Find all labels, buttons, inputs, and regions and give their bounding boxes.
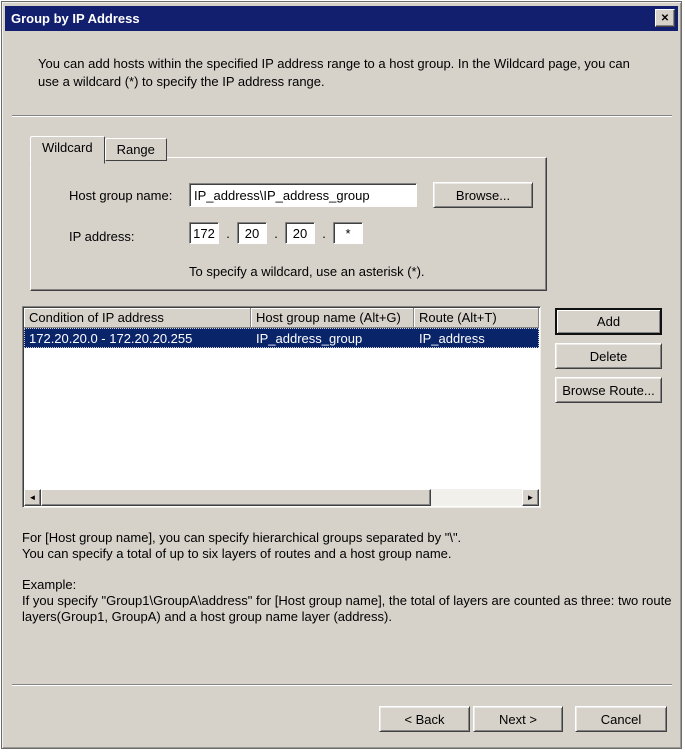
column-header-condition[interactable]: Condition of IP address [24,308,251,328]
dialog-description: You can add hosts within the specified IP address range to a host group. In the Wildcard page, you can use a wildcard (*) to specify the IP address range. [38,56,630,89]
back-button[interactable]: < Back [379,706,470,732]
column-header-route[interactable]: Route (Alt+T) [414,308,539,328]
ip-dot-separator: . [274,225,278,241]
wildcard-note: To specify a wildcard, use an asterisk (*). [189,264,425,279]
tab-wildcard[interactable]: Wildcard [30,136,105,164]
ip-dot-separator: . [322,225,326,241]
wildcard-tab-panel [30,157,547,291]
ip-condition-list [22,306,541,508]
scrollbar-thumb[interactable] [41,489,431,506]
scroll-right-icon[interactable]: ► [522,489,539,506]
ip-address-label: IP address: [69,229,135,244]
add-button[interactable]: Add [555,308,662,335]
browse-route-button[interactable]: Browse Route... [555,377,662,403]
scroll-left-icon[interactable]: ◄ [24,489,41,506]
close-icon[interactable]: ✕ [655,9,675,27]
cell-condition: 172.20.20.0 - 172.20.20.255 [29,331,193,346]
cell-host-group: IP_address_group [256,331,363,346]
header-separator [12,115,672,117]
example-label: Example: [22,577,77,592]
help-text [22,530,672,562]
ip-octet-2-input[interactable] [237,222,267,244]
tab-range[interactable]: Range [105,138,167,161]
ip-octet-1-input[interactable] [189,222,219,244]
browse-button[interactable]: Browse... [433,182,533,208]
host-group-name-label: Host group name: [69,188,173,203]
next-button[interactable]: Next > [473,706,563,732]
tab-strip [30,135,167,161]
cancel-button[interactable]: Cancel [575,706,667,732]
group-by-ip-dialog [1,1,682,749]
help-line-1: For [Host group name], you can specify hierarchical groups separated by "\". [22,530,462,545]
ip-octet-4-input[interactable] [333,222,363,244]
help-line-2: You can specify a total of up to six layers of routes and a host group name. [22,546,452,561]
dialog-title: Group by IP Address [11,11,140,26]
cell-route: IP_address [419,331,485,346]
ip-octet-group [189,222,363,244]
delete-button[interactable]: Delete [555,343,662,369]
ip-octet-3-input[interactable] [285,222,315,244]
table-row[interactable] [24,328,539,348]
example-text: If you specify "Group1\GroupA\address" for [Host group name], the total of layers are counted as three: two route layers(Group1, GroupA) and a host group name layer (address). [22,593,672,624]
horizontal-scrollbar[interactable] [24,489,539,506]
host-group-name-input[interactable] [189,183,417,207]
footer-separator [12,684,672,686]
title-bar [5,6,678,31]
ip-dot-separator: . [226,225,230,241]
list-header-row [24,308,539,328]
column-header-host-group[interactable]: Host group name (Alt+G) [251,308,414,328]
